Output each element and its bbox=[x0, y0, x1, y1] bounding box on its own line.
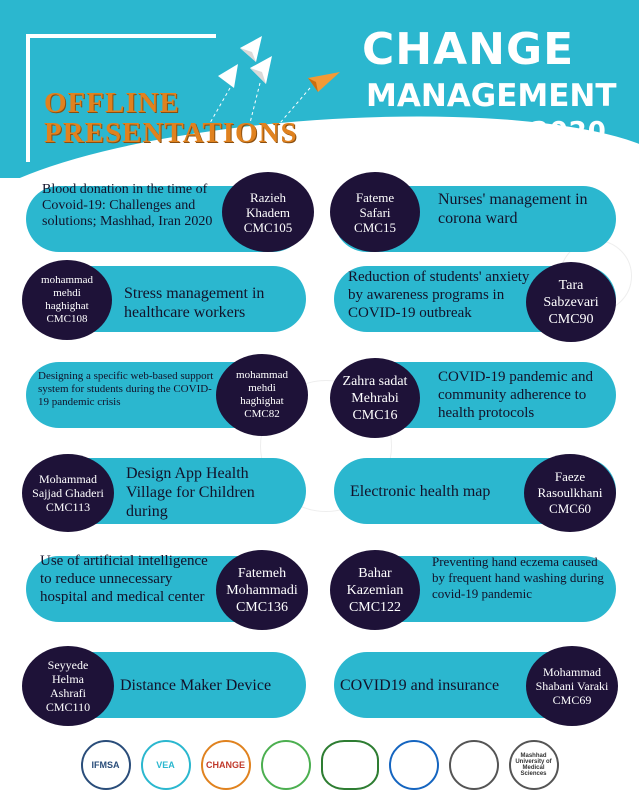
presenter-name: mohammad bbox=[236, 369, 288, 381]
presenter-name: Razieh bbox=[249, 189, 287, 205]
presenter-badge bbox=[526, 262, 616, 342]
presenter-code: CMC16 bbox=[352, 407, 398, 423]
presentation-title: Electronic health map bbox=[350, 483, 491, 500]
presenter-name: haghighat bbox=[45, 300, 89, 312]
presenter-name: Rasoulkhani bbox=[537, 485, 603, 500]
presenter-code: CMC15 bbox=[354, 219, 396, 235]
presentation-title: COVID-19 pandemic and community adherence to health protocols bbox=[438, 369, 593, 421]
presenter-name: Shabani Varaki bbox=[535, 679, 609, 693]
frame-line-left bbox=[26, 34, 30, 162]
oval-emblem-logo bbox=[321, 740, 379, 790]
presentation-card bbox=[26, 362, 306, 428]
presenter-badge bbox=[22, 646, 114, 726]
presentation-card bbox=[26, 266, 306, 332]
presentation-card bbox=[334, 652, 616, 718]
presenter-badge bbox=[222, 172, 314, 252]
presenter-code: CMC113 bbox=[45, 500, 91, 514]
presentation-card bbox=[26, 182, 306, 252]
vea-logo: VEA bbox=[141, 740, 191, 790]
presentation-card bbox=[26, 553, 306, 622]
presentation-card bbox=[334, 266, 616, 332]
presenter-name: mohammad bbox=[41, 274, 93, 286]
presenter-name: Mehrabi bbox=[351, 390, 399, 406]
presenter-badge bbox=[526, 646, 618, 726]
presenter-badge bbox=[22, 454, 114, 532]
presentation-card bbox=[334, 458, 616, 524]
presenter-name: Faeze bbox=[554, 469, 586, 484]
drop-emblem-logo bbox=[389, 740, 439, 790]
presenter-code: CMC108 bbox=[46, 313, 88, 325]
mashhad-university-logo: Mashhad University of Medical Sciences bbox=[509, 740, 559, 790]
presentation-card bbox=[26, 458, 306, 524]
presentation-card bbox=[334, 362, 616, 428]
presentation-title: Reduction of students' anxiety by awareness programs in COVID-19 outbreak bbox=[348, 269, 530, 321]
presentation-title: Design App Health Village for Children during bbox=[126, 465, 255, 520]
presenter-code: CMC60 bbox=[549, 501, 591, 516]
presenter-code: CMC69 bbox=[552, 693, 592, 707]
subtitle-offline: OFFLINE bbox=[44, 87, 180, 119]
presenter-name: Fateme bbox=[355, 189, 395, 205]
presenter-badge bbox=[216, 354, 308, 436]
presenter-name: Sajjad Ghaderi bbox=[32, 486, 104, 500]
presenter-badge bbox=[330, 550, 420, 630]
presenter-name: Zahra sadat bbox=[342, 373, 408, 389]
presenter-name: Ashrafi bbox=[50, 686, 86, 700]
title-change: CHANGE bbox=[362, 24, 575, 75]
presentation-card bbox=[334, 556, 616, 622]
health-cross-logo bbox=[261, 740, 311, 790]
title-challenge-word: CHALLENGE bbox=[368, 118, 522, 146]
presentation-title: Designing a specific web-based support system for students during the COVID-19 pandemic crisis bbox=[38, 370, 214, 408]
presenter-name: Kazemian bbox=[346, 582, 404, 598]
presenter-name: Mohammad bbox=[543, 665, 601, 679]
ifmsa-logo: IFMSA bbox=[81, 740, 131, 790]
presenter-name: Bahar bbox=[358, 565, 392, 581]
presenter-name: Seyyede bbox=[47, 658, 89, 672]
subtitle-presentations: PRESENTATIONS bbox=[44, 117, 298, 149]
presenter-badge bbox=[216, 550, 308, 630]
presenter-name: Mohammadi bbox=[226, 582, 298, 598]
offline-presentations-heading bbox=[44, 88, 298, 148]
presenter-name: Sabzevari bbox=[543, 294, 599, 310]
presenter-badge bbox=[330, 172, 420, 252]
presentation-title: Stress management in healthcare workers bbox=[124, 285, 265, 321]
change-logo: CHANGE bbox=[201, 740, 251, 790]
presenter-name: mehdi bbox=[53, 287, 81, 299]
presentation-title: Preventing hand eczema caused by frequent hand washing during covid-19 pandemic bbox=[432, 554, 604, 601]
presentation-title: Use of artificial intelligence to reduce unnecessary hospital and medical center bbox=[40, 553, 208, 605]
presenter-name: mehdi bbox=[248, 382, 276, 394]
presenter-code: CMC136 bbox=[235, 599, 289, 615]
title-challenge bbox=[368, 117, 607, 147]
presenter-name: Mohammad bbox=[39, 472, 97, 486]
presenter-badge bbox=[524, 454, 616, 532]
presentation-title: Nurses' management in corona ward bbox=[438, 191, 588, 227]
presenter-name: Fatemeh bbox=[237, 565, 287, 581]
presentation-card bbox=[334, 186, 616, 252]
presenter-code: CMC105 bbox=[243, 219, 293, 235]
presenter-code: CMC82 bbox=[244, 408, 280, 420]
header-banner bbox=[0, 0, 639, 178]
seal-emblem-logo bbox=[449, 740, 499, 790]
presentation-title: Distance Maker Device bbox=[120, 677, 272, 694]
frame-line-top bbox=[26, 34, 216, 38]
presenter-code: CMC122 bbox=[348, 599, 402, 615]
presenter-badge bbox=[330, 358, 420, 438]
presenter-code: CMC90 bbox=[548, 311, 594, 327]
presenter-name: Safari bbox=[359, 204, 391, 220]
presenter-code: CMC110 bbox=[45, 700, 91, 714]
presentation-card bbox=[26, 652, 306, 718]
presenter-name: haghighat bbox=[240, 395, 284, 407]
presenter-name: Khadem bbox=[245, 204, 291, 220]
footer-logos bbox=[0, 730, 639, 800]
title-management: MANAGEMENT bbox=[366, 78, 617, 114]
title-year: 2020 bbox=[530, 117, 607, 147]
presenter-name: Helma bbox=[52, 672, 84, 686]
presenter-badge bbox=[22, 260, 112, 340]
presenter-name: Tara bbox=[558, 277, 584, 293]
presentation-title: Blood donation in the time of Covoid-19: Challenges and solutions; Mashhad, Iran 2020 bbox=[42, 182, 213, 229]
presentation-title: COVID19 and insurance bbox=[340, 677, 500, 694]
